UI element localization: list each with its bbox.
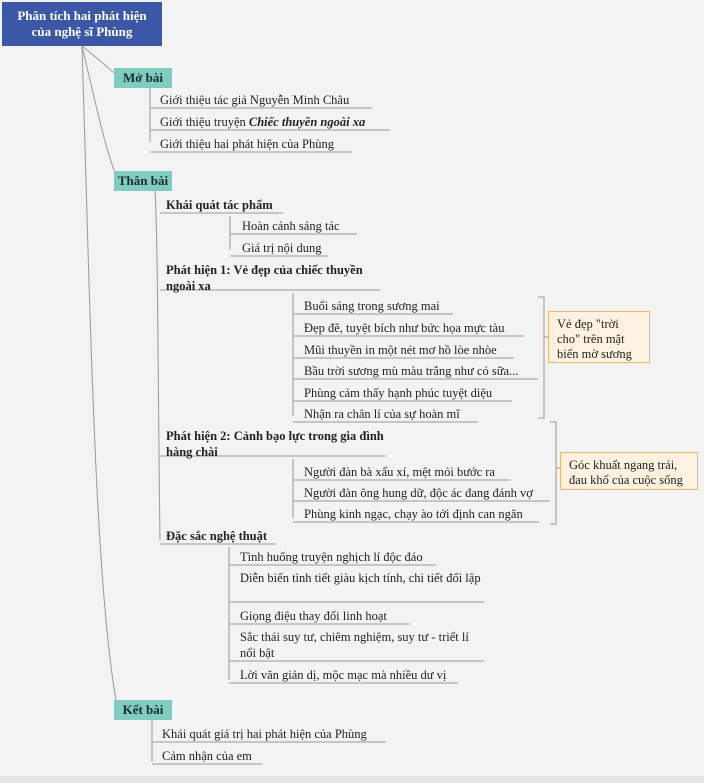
ph1-item-1[interactable]: Buổi sáng trong sương mai xyxy=(304,299,440,313)
ph1-item-4[interactable]: Bầu trời sương mù màu trắng như có sữa... xyxy=(304,364,519,378)
ph1-item-3[interactable]: Mũi thuyền in một nét mơ hồ lòe nhòe xyxy=(304,343,497,357)
bottom-bar xyxy=(0,776,704,783)
phat-hien-1-node[interactable]: Phát hiện 1: Vẻ đẹp của chiếc thuyền ngoài xa xyxy=(166,263,363,293)
mo-bai-item-1[interactable]: Giới thiệu tác giả Nguyễn Minh Châu xyxy=(160,93,350,107)
ph1-item-2[interactable]: Đẹp đẽ, tuyệt bích như bức họa mực tàu xyxy=(304,321,505,335)
phat-hien-2-node[interactable]: Phát hiện 2: Cảnh bạo lực trong gia đình hàng chài xyxy=(166,429,384,459)
khai-quat-item-2[interactable]: Giá trị nội dung xyxy=(242,241,322,255)
dac-sac-item-5[interactable]: Lời văn giản dị, mộc mạc mà nhiều dư vị xyxy=(240,668,447,682)
section-mo-bai[interactable]: Mở bài xyxy=(114,68,172,88)
ph2-item-3[interactable]: Phùng kinh ngạc, chạy ào tới định can ngăn xyxy=(304,507,523,521)
ph1-item-6[interactable]: Nhận ra chân lí của sự hoàn mĩ xyxy=(304,407,460,421)
ph2-note[interactable]: Góc khuất ngang trái, đau khổ của cuộc sống xyxy=(560,452,698,490)
dac-sac-item-4[interactable]: Sắc thái suy tư, chiêm nghiệm, suy tư - triết lí nổi bật xyxy=(240,630,469,660)
dac-sac-node[interactable]: Đặc sắc nghệ thuật xyxy=(166,529,268,543)
section-ket-bai[interactable]: Kết bài xyxy=(114,700,172,720)
ph2-item-1[interactable]: Người đàn bà xấu xí, mệt mỏi bước ra xyxy=(304,465,495,479)
story-title: Chiếc thuyền ngoài xa xyxy=(248,115,366,129)
ket-bai-item-1[interactable]: Khái quát giá trị hai phát hiện của Phùng xyxy=(162,727,367,741)
dac-sac-item-2[interactable]: Diễn biến tình tiết giàu kịch tính, chi tiết đối lập xyxy=(240,571,481,585)
dac-sac-item-1[interactable]: Tình huống truyện nghịch lí độc đáo xyxy=(240,550,423,564)
ph1-note[interactable]: Vẻ đẹp "trời cho" trên mặt biển mờ sương xyxy=(548,311,650,363)
ph2-item-2[interactable]: Người đàn ông hung dữ, độc ác đang đánh vợ xyxy=(304,486,533,500)
ph1-item-5[interactable]: Phùng cảm thấy hạnh phúc tuyệt diệu xyxy=(304,386,493,400)
mo-bai-item-2-text: Giới thiệu truyện xyxy=(160,115,246,129)
dac-sac-item-3[interactable]: Giọng điệu thay đổi linh hoạt xyxy=(240,609,387,623)
ket-bai-item-2[interactable]: Cảm nhận của em xyxy=(162,749,252,763)
section-than-bai[interactable]: Thân bài xyxy=(114,171,172,191)
mo-bai-item-3[interactable]: Giới thiệu hai phát hiện của Phùng xyxy=(160,137,334,151)
root-node[interactable]: Phân tích hai phát hiện của nghệ sĩ Phùng xyxy=(2,2,162,46)
khai-quat-node[interactable]: Khái quát tác phẩm xyxy=(166,198,273,212)
mo-bai-item-2[interactable] xyxy=(160,114,365,130)
khai-quat-item-1[interactable]: Hoàn cảnh sáng tác xyxy=(242,219,340,233)
